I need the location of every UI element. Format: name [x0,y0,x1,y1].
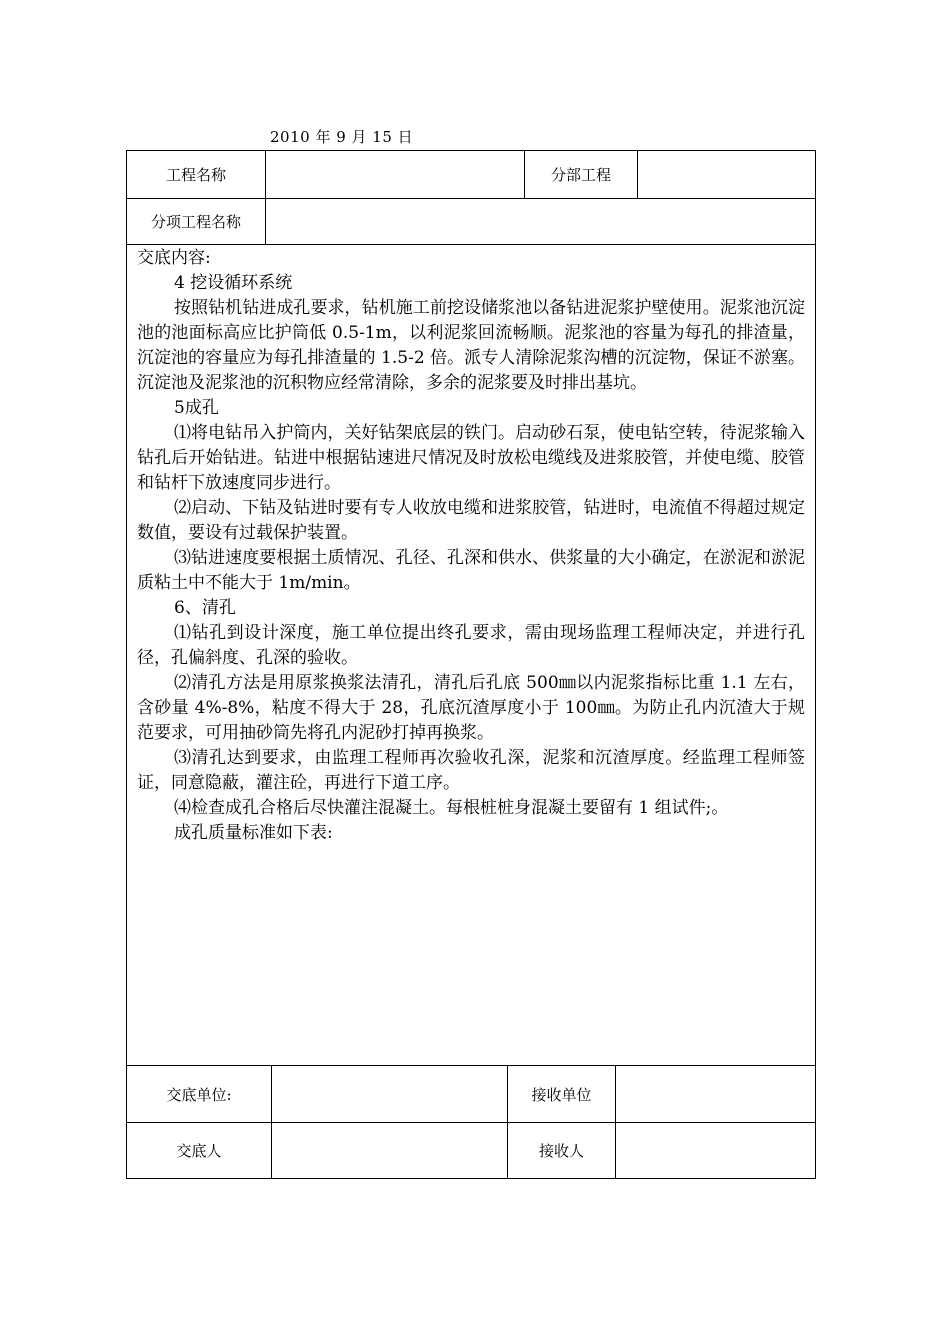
division-field[interactable] [637,151,815,198]
receiver-field[interactable] [615,1123,815,1178]
disclosure-unit-label: 交底单位: [166,1085,232,1104]
content-paragraph: ⑴钻孔到设计深度，施工单位提出终孔要求，需由现场监理工程师决定，并进行孔径，孔偏斜度、孔深的验收。 [137,623,805,668]
section-heading: 6、清孔 [174,598,236,618]
subitem-row [127,199,815,245]
disclosure-content [127,245,815,1066]
subitem-label: 分项工程名称 [150,213,241,231]
content-paragraph: ⑵清孔方法是用原浆换浆法清孔，清孔后孔底 500㎜以内泥浆指标比重 1.1 左右，含砂量 4%-8%，粘度不得大于 28，孔底沉渣厚度小于 100㎜。为防止孔内沉渣大于规范要求，可用抽砂筒先将孔内泥砂打掉再换浆。 [137,673,805,743]
receiving-unit-field[interactable] [615,1066,815,1122]
content-paragraph: ⑶钻进速度要根据土质情况、孔径、孔深和供水、供浆量的大小确定，在淤泥和淤泥质粘土中不能大于 1m/min。 [137,548,805,593]
project-name-row [127,151,815,199]
subitem-field[interactable] [265,199,815,244]
document-date: 2010 年 9 月 15 日 [270,128,414,146]
content-paragraph: ⑷检查成孔合格后尽快灌注混凝土。每根桩桩身混凝土要留有 1 组试件;。 [174,798,729,818]
discloser-label: 交底人 [176,1142,222,1160]
content-heading: 交底内容: [137,248,211,268]
content-paragraph: ⑶清孔达到要求，由监理工程师再次验收孔深，泥浆和沉渣厚度。经监理工程师签证，同意隐蔽，灌注砼，再进行下道工序。 [137,748,805,793]
receiving-unit-label: 接收单位 [507,1066,615,1122]
section-heading: 5成孔 [174,398,219,418]
content-paragraph: 按照钻机钻进成孔要求，钻机施工前挖设储浆池以备钻进泥浆护壁使用。泥浆池沉淀池的池面标高应比护筒低 0.5-1m，以利泥浆回流畅顺。泥浆池的容量为每孔的排渣量，沉淀池的容量应为每孔排渣量的 1.5-2 倍。派专人清除泥浆沟槽的沉淀物，保证不淤塞。沉淀池及泥浆池的沉积物应经常清除，多余的泥浆要及时排出基坑。 [137,298,805,393]
discloser-field[interactable] [271,1123,507,1178]
section-heading: 4 挖设循环系统 [174,273,293,293]
technical-disclosure-table [126,150,816,1179]
content-paragraph: ⑴将电钻吊入护筒内，关好钻架底层的铁门。启动砂石泵，使电钻空转，待泥浆输入钻孔后开始钻进。钻进中根据钻速进尺情况及时放松电缆线及进浆胶管，并使电缆、胶管和钻杆下放速度同步进行。 [137,423,805,493]
discloser-row [127,1123,815,1178]
disclosure-unit-field[interactable] [271,1066,507,1122]
division-label: 分部工程 [524,151,637,198]
project-name-label: 工程名称 [165,166,226,184]
disclosure-unit-row [127,1066,815,1123]
content-paragraph: ⑵启动、下钻及钻进时要有专人收放电缆和进浆胶管，钻进时，电流值不得超过规定数值，要设有过载保护装置。 [137,498,805,543]
receiver-label: 接收人 [507,1123,615,1178]
project-name-field[interactable] [265,151,524,198]
content-paragraph: 成孔质量标准如下表: [174,823,333,843]
